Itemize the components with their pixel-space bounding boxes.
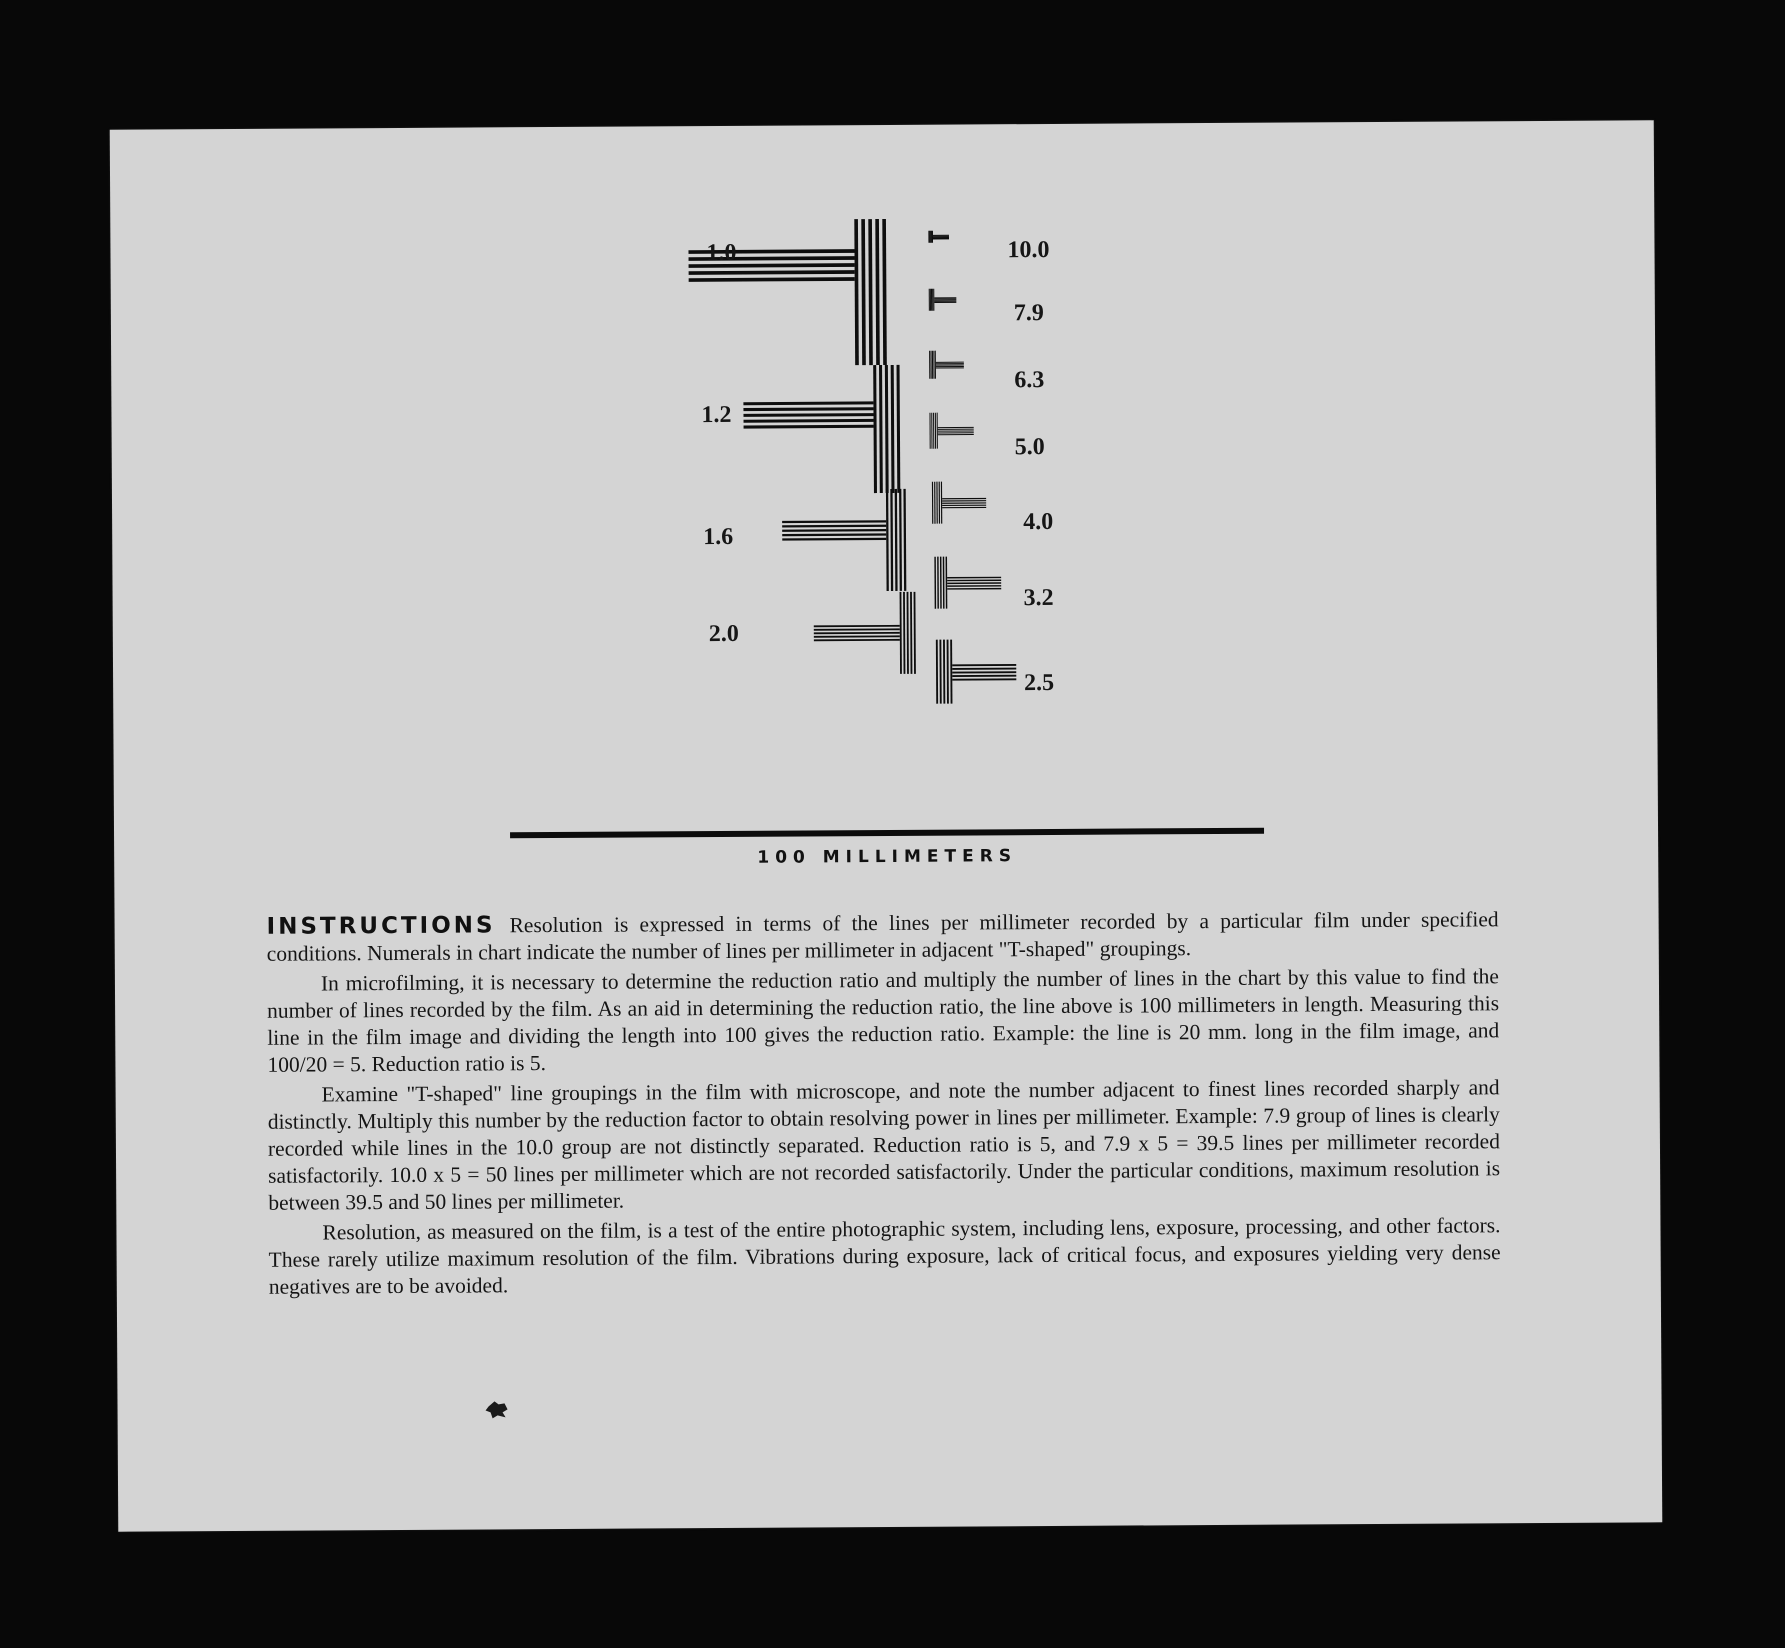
vertical-line	[929, 413, 930, 449]
horizontal-line	[942, 507, 986, 508]
horizontal-line	[938, 429, 974, 430]
small-group-label: 2.5	[1024, 669, 1055, 697]
horizontal-line	[814, 625, 900, 627]
vertical-line	[936, 482, 937, 524]
vertical-line	[933, 413, 934, 449]
vertical-line	[937, 557, 939, 609]
vertical-line	[875, 219, 880, 365]
vertical-line	[879, 365, 883, 493]
vertical-line	[903, 592, 905, 674]
large-group-label: 1.6	[703, 523, 734, 551]
vertical-line	[932, 351, 933, 379]
vertical-line	[886, 489, 889, 591]
horizontal-line	[938, 434, 974, 435]
horizontal-line	[936, 365, 964, 366]
vertical-line	[932, 289, 933, 311]
vertical-line	[895, 489, 898, 591]
horizontal-line	[933, 238, 949, 239]
instructions-block	[267, 906, 1501, 1304]
vertical-line	[910, 592, 912, 674]
vertical-line	[947, 640, 949, 704]
horizontal-line	[689, 277, 855, 282]
vertical-line	[933, 289, 934, 311]
vertical-line	[929, 351, 930, 379]
small-group-label: 3.2	[1023, 584, 1054, 612]
vertical-line	[891, 365, 895, 493]
resolution-chart	[110, 120, 1659, 889]
vertical-line	[943, 557, 945, 609]
horizontal-line	[743, 401, 873, 405]
large-group-label: 1.2	[701, 401, 732, 429]
small-group-label: 6.3	[1014, 367, 1045, 394]
horizontal-line	[936, 366, 964, 367]
instructions-paragraph-2: In microfilming, it is necessary to determine the reduction ratio and multiply the number of lines in the chart by this value to find the number of lines recorded by the film. As an aid in determining the reduction ratio, the line above is 100 millimeters in length. Measuring this line in the film image and dividing the length into 100 gives the reduction ratio. Example: the line is 20 mm. long in the film image, and 100/20 = 5. Reduction ratio is 5.	[267, 964, 1500, 1077]
horizontal-line	[947, 588, 1001, 590]
horizontal-line	[942, 505, 986, 506]
large-group-label: 2.0	[708, 620, 739, 648]
vertical-line	[885, 365, 889, 493]
small-t-group-5-0	[929, 412, 973, 448]
horizontal-line	[947, 585, 1001, 587]
large-group-label: 1.0	[706, 239, 737, 267]
vertical-line	[897, 365, 901, 493]
instructions-paragraph-1	[267, 906, 1499, 968]
horizontal-line	[947, 582, 1001, 584]
small-group-label: 7.9	[1013, 300, 1044, 327]
vertical-line	[935, 413, 936, 449]
vertical-line	[939, 640, 941, 704]
small-group-label: 5.0	[1014, 434, 1045, 461]
horizontal-line	[938, 432, 974, 433]
large-t-group-1-2	[743, 365, 900, 494]
vertical-line	[929, 289, 930, 311]
horizontal-line	[947, 579, 1001, 581]
vertical-line	[854, 219, 859, 365]
horizontal-line	[814, 632, 900, 634]
vertical-line	[932, 231, 933, 243]
horizontal-line	[744, 425, 874, 429]
horizontal-line	[936, 362, 964, 363]
vertical-line	[930, 289, 931, 311]
horizontal-line	[938, 427, 974, 428]
vertical-line	[946, 557, 948, 609]
vertical-line	[934, 557, 936, 609]
vertical-line	[932, 482, 933, 524]
dirt-speck	[484, 1398, 510, 1420]
small-t-group-3-2	[934, 556, 1001, 608]
vertical-line	[882, 219, 887, 365]
horizontal-line	[814, 628, 900, 630]
horizontal-line	[952, 668, 1016, 670]
vertical-line	[861, 219, 866, 365]
vertical-line	[931, 289, 932, 311]
horizontal-line	[952, 664, 1016, 666]
horizontal-line	[782, 538, 886, 541]
horizontal-line	[934, 298, 956, 299]
vertical-line	[903, 489, 906, 591]
horizontal-line	[947, 577, 1001, 579]
horizontal-line	[952, 678, 1016, 680]
vertical-line	[931, 413, 932, 449]
vertical-line	[890, 489, 893, 591]
vertical-line	[937, 413, 938, 449]
small-t-group-10-0	[928, 231, 949, 243]
horizontal-line	[942, 502, 986, 503]
small-group-label: 4.0	[1023, 508, 1054, 536]
horizontal-line	[936, 363, 964, 364]
horizontal-line	[934, 301, 956, 302]
scale-bar-label: 100 MILLIMETERS	[757, 846, 1018, 868]
vertical-line	[900, 592, 902, 674]
horizontal-line	[743, 407, 873, 411]
horizontal-line	[952, 675, 1016, 677]
horizontal-line	[934, 297, 956, 298]
horizontal-line	[938, 430, 974, 431]
instructions-heading: INSTRUCTIONS	[266, 912, 496, 940]
large-t-group-2-0	[814, 592, 916, 675]
vertical-line	[933, 351, 934, 379]
horizontal-line	[782, 520, 886, 523]
horizontal-line	[782, 533, 886, 536]
vertical-line	[943, 640, 945, 704]
large-t-group-1-6	[782, 489, 906, 592]
small-t-group-7-9	[929, 289, 957, 311]
small-t-group-6-3	[929, 351, 964, 379]
vertical-line	[935, 351, 936, 379]
horizontal-line	[934, 302, 956, 303]
horizontal-line	[952, 671, 1016, 673]
horizontal-line	[744, 419, 874, 423]
vertical-line	[936, 640, 938, 704]
vertical-line	[950, 640, 952, 704]
small-group-label: 10.0	[1007, 236, 1050, 264]
vertical-line	[939, 482, 940, 524]
horizontal-line	[814, 639, 900, 641]
horizontal-line	[743, 413, 873, 417]
horizontal-line	[936, 367, 964, 368]
vertical-line	[873, 365, 877, 493]
instructions-paragraph-3: Examine "T-shaped" line groupings in the film with microscope, and note the number adjacent to finest lines recorded sharply and distinctly. Multiply this number by the reduction factor to obtain resolving power in lines per millimeter. Example: 7.9 group of lines is clearly recorded while lines in the 10.0 group are not distinctly separated. Reduction ratio is 5, and 7.9 x 5 = 39.5 lines per millimeter recorded satisfactorily. 10.0 x 5 = 50 lines per millimeter which are not recorded satisfactorily. Under the particular conditions, maximum resolution is between 39.5 and 50 lines per millimeter.	[267, 1075, 1501, 1215]
horizontal-line	[814, 635, 900, 637]
horizontal-line	[689, 270, 855, 275]
horizontal-line	[942, 498, 986, 499]
resolution-test-card	[110, 120, 1663, 1531]
vertical-line	[941, 482, 942, 524]
horizontal-line	[942, 500, 986, 501]
horizontal-line	[934, 300, 956, 301]
horizontal-line	[782, 525, 886, 528]
vertical-line	[940, 557, 942, 609]
instructions-paragraph-4: Resolution, as measured on the film, is a test of the entire photographic system, including lens, exposure, processing, and other factors. These rarely utilize maximum resolution of the film. Vibrations during exposure, lack of critical focus, and exposures yielding very dense negatives are to be avoided.	[268, 1213, 1501, 1299]
paragraph-text: Resolution is expressed in terms of the lines per millimeter recorded by a particular film under specified conditions. Numerals in chart indicate the number of lines per millimeter in adjacent "T-shaped" groupings.	[266, 907, 1499, 966]
vertical-line	[914, 592, 916, 674]
small-t-group-4-0	[932, 481, 986, 523]
vertical-line	[934, 482, 935, 524]
vertical-line	[868, 219, 873, 365]
horizontal-line	[782, 529, 886, 532]
small-t-group-2-5	[936, 639, 1017, 703]
vertical-line	[907, 592, 909, 674]
vertical-line	[931, 351, 932, 379]
vertical-line	[899, 489, 902, 591]
